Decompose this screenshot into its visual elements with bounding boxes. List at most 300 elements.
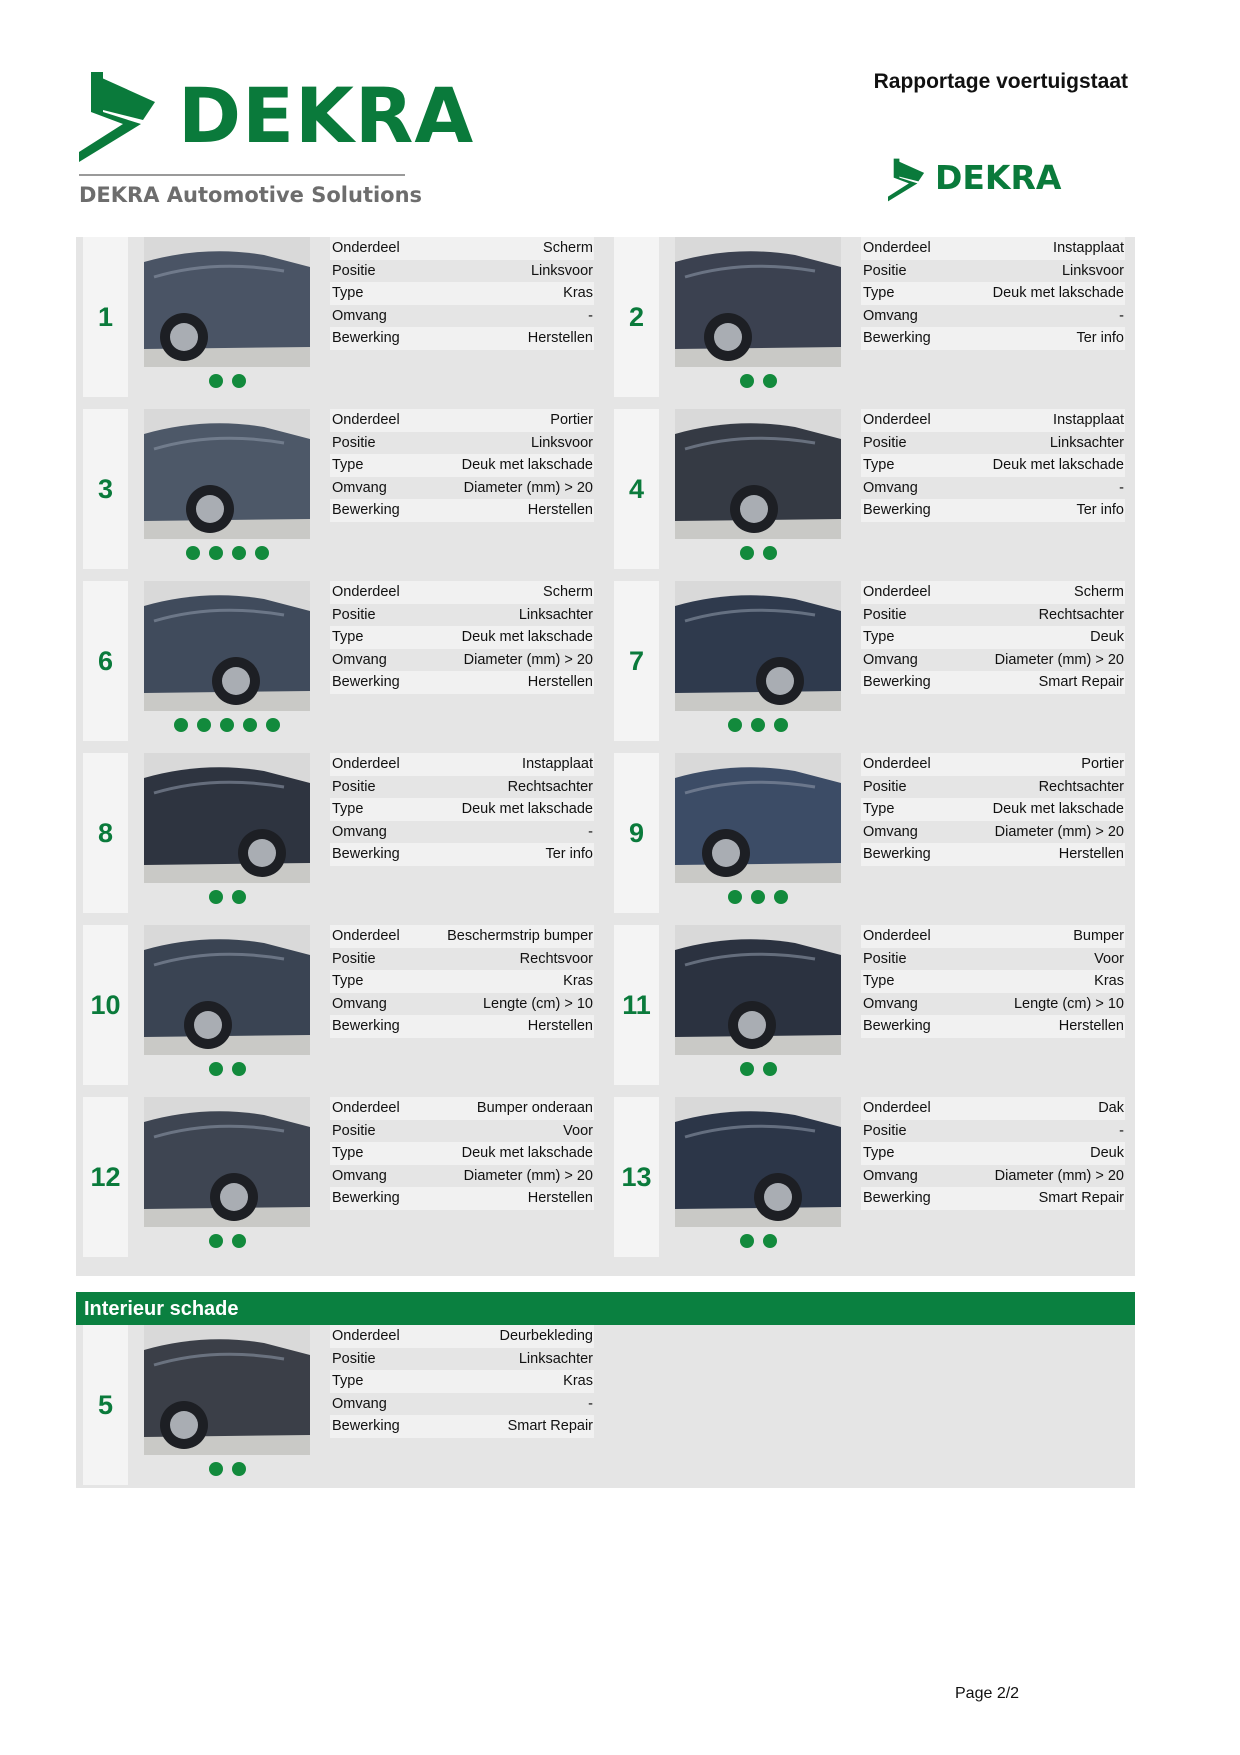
damage-details [330, 409, 594, 522]
detail-row-type [330, 1370, 594, 1393]
detail-row-omvang [330, 993, 594, 1016]
photo-pager-dot[interactable] [763, 374, 777, 388]
damage-card [76, 1097, 604, 1257]
detail-label: Type [332, 285, 364, 301]
detail-row-positie [861, 948, 1125, 971]
detail-value: Diameter (mm) > 20 [994, 823, 1124, 840]
detail-row-onderdeel [330, 1325, 594, 1348]
detail-label: Onderdeel [332, 240, 400, 256]
detail-row-bewerking [861, 671, 1125, 694]
photo-pager-dot[interactable] [763, 546, 777, 560]
detail-value: Rechtsachter [507, 778, 593, 795]
detail-row-type [330, 454, 594, 477]
detail-value: Deuk [1090, 629, 1124, 645]
detail-label: Positie [332, 1350, 376, 1367]
damage-card [607, 237, 1135, 397]
photo-pager-dot[interactable] [774, 718, 788, 732]
detail-row-type [861, 282, 1125, 305]
damage-card [607, 753, 1135, 913]
detail-label: Type [863, 629, 895, 645]
detail-value: Rechtsachter [1038, 606, 1124, 623]
detail-row-onderdeel [861, 581, 1125, 604]
detail-value: Voor [1094, 950, 1124, 967]
detail-value: Deurbekleding [499, 1328, 593, 1344]
detail-value: Bumper [1073, 928, 1124, 944]
photo-pager-dot[interactable] [740, 374, 754, 388]
detail-value: Diameter (mm) > 20 [463, 479, 593, 496]
detail-row-positie [861, 260, 1125, 283]
detail-row-onderdeel [330, 753, 594, 776]
detail-value: Diameter (mm) > 20 [994, 651, 1124, 668]
detail-row-onderdeel [861, 237, 1125, 260]
damage-number: 12 [83, 1097, 128, 1257]
detail-row-omvang [861, 477, 1125, 500]
detail-label: Type [863, 973, 895, 989]
detail-value: Deuk met lakschade [992, 801, 1124, 817]
damage-details [330, 1325, 594, 1438]
detail-value: Diameter (mm) > 20 [463, 1167, 593, 1184]
dekra-small-arrow-icon [888, 158, 926, 202]
detail-row-omvang [330, 1393, 594, 1416]
photo-pager-dot[interactable] [209, 1462, 223, 1476]
detail-row-bewerking [861, 327, 1125, 350]
damage-details [861, 753, 1125, 866]
damage-number: 10 [83, 925, 128, 1085]
detail-label: Omvang [863, 1167, 918, 1184]
photo-pager-dot[interactable] [197, 718, 211, 732]
small-logo-wordmark: DEKRA [935, 158, 1062, 197]
detail-value: Smart Repair [1038, 674, 1124, 690]
photo-pager [136, 1234, 318, 1250]
photo-pager-dot[interactable] [751, 718, 765, 732]
damage-card [607, 581, 1135, 741]
damage-number: 9 [614, 753, 659, 913]
detail-label: Omvang [332, 995, 387, 1012]
detail-label: Type [863, 1145, 895, 1161]
page-number: Page 2/2 [955, 1685, 1020, 1702]
detail-label: Onderdeel [863, 412, 931, 428]
detail-row-onderdeel [861, 925, 1125, 948]
detail-label: Positie [863, 1122, 907, 1139]
detail-value: Ter info [1076, 502, 1124, 518]
photo-pager [667, 1234, 849, 1250]
detail-row-type [861, 970, 1125, 993]
detail-label: Positie [332, 778, 376, 795]
detail-row-type [861, 626, 1125, 649]
detail-value: Linksvoor [530, 262, 593, 279]
detail-row-positie [330, 776, 594, 799]
photo-pager [667, 1062, 849, 1078]
photo-pager-dot[interactable] [232, 1462, 246, 1476]
detail-label: Onderdeel [332, 1100, 400, 1116]
damage-card [76, 925, 604, 1085]
logo-subtitle: DEKRA Automotive Solutions [79, 183, 423, 207]
detail-label: Omvang [863, 995, 918, 1012]
photo-pager-dot[interactable] [740, 1062, 754, 1076]
dekra-small-logo [888, 158, 1062, 202]
detail-value: Linksvoor [1061, 262, 1124, 279]
detail-value: Rechtsvoor [519, 950, 593, 967]
detail-value: Instapplaat [522, 756, 593, 772]
damage-details [330, 925, 594, 1038]
dekra-arrow-icon [79, 72, 159, 162]
photo-pager-dot[interactable] [255, 546, 269, 560]
photo-pager-dot[interactable] [174, 718, 188, 732]
detail-value: Smart Repair [1038, 1190, 1124, 1206]
photo-pager [136, 718, 318, 734]
detail-row-omvang [330, 477, 594, 500]
detail-row-type [330, 282, 594, 305]
damage-number: 1 [83, 237, 128, 397]
damage-details [861, 581, 1125, 694]
damage-card [607, 1097, 1135, 1257]
detail-label: Omvang [863, 479, 918, 496]
damage-photo[interactable] [144, 1097, 310, 1227]
detail-label: Omvang [332, 479, 387, 496]
damage-photo[interactable] [144, 581, 310, 711]
detail-row-onderdeel [330, 1097, 594, 1120]
detail-row-type [861, 454, 1125, 477]
detail-row-onderdeel [861, 753, 1125, 776]
damage-details [330, 1097, 594, 1210]
photo-pager-dot[interactable] [728, 718, 742, 732]
photo-pager-dot[interactable] [232, 890, 246, 904]
detail-value: Deuk met lakschade [461, 457, 593, 473]
damage-details [330, 581, 594, 694]
detail-value: Lengte (cm) > 10 [1013, 995, 1124, 1012]
detail-label: Bewerking [863, 502, 931, 518]
detail-row-bewerking [330, 327, 594, 350]
detail-label: Type [863, 285, 895, 301]
detail-label: Onderdeel [332, 1328, 400, 1344]
damage-photo[interactable] [675, 581, 841, 711]
dekra-logo [79, 71, 475, 207]
detail-label: Bewerking [332, 1418, 400, 1434]
photo-pager-dot[interactable] [232, 546, 246, 560]
detail-row-omvang [861, 821, 1125, 844]
detail-label: Positie [332, 434, 376, 451]
detail-label: Bewerking [863, 1190, 931, 1206]
damage-card [607, 925, 1135, 1085]
detail-label: Omvang [863, 651, 918, 668]
detail-row-positie [330, 948, 594, 971]
damage-photo[interactable] [675, 237, 841, 367]
detail-label: Type [332, 1373, 364, 1389]
detail-row-bewerking [330, 843, 594, 866]
damage-photo[interactable] [675, 1097, 841, 1227]
detail-label: Omvang [332, 823, 387, 840]
detail-label: Onderdeel [863, 584, 931, 600]
detail-value: Deuk [1090, 1145, 1124, 1161]
photo-pager [667, 890, 849, 906]
detail-label: Positie [332, 262, 376, 279]
detail-row-bewerking [861, 843, 1125, 866]
photo-pager-dot[interactable] [186, 546, 200, 560]
damage-card [76, 409, 604, 569]
detail-label: Type [863, 801, 895, 817]
detail-value: Herstellen [1058, 1018, 1124, 1034]
damage-photo[interactable] [144, 237, 310, 367]
damage-photo[interactable] [675, 925, 841, 1055]
interior-section-title: Interieur schade [76, 1292, 1135, 1325]
detail-row-omvang [861, 1165, 1125, 1188]
damage-number: 2 [614, 237, 659, 397]
damage-details [861, 409, 1125, 522]
photo-pager-dot[interactable] [774, 890, 788, 904]
detail-label: Omvang [863, 307, 918, 324]
damage-number: 4 [614, 409, 659, 569]
damage-details [861, 237, 1125, 350]
detail-row-omvang [330, 1165, 594, 1188]
detail-label: Onderdeel [863, 756, 931, 772]
detail-value: Herstellen [527, 1018, 593, 1034]
detail-row-type [330, 970, 594, 993]
detail-row-positie [330, 604, 594, 627]
exterior-damage-panel [76, 237, 1135, 1276]
photo-pager-dot[interactable] [209, 374, 223, 388]
detail-value: Herstellen [527, 330, 593, 346]
detail-row-positie [861, 604, 1125, 627]
detail-row-bewerking [861, 499, 1125, 522]
detail-value: Linksvoor [530, 434, 593, 451]
detail-label: Positie [332, 950, 376, 967]
detail-value: Diameter (mm) > 20 [994, 1167, 1124, 1184]
damage-photo[interactable] [144, 925, 310, 1055]
detail-value: Deuk met lakschade [992, 457, 1124, 473]
detail-value: Scherm [543, 240, 593, 256]
detail-row-positie [861, 776, 1125, 799]
detail-label: Omvang [332, 1395, 387, 1412]
detail-label: Type [332, 801, 364, 817]
detail-value: Herstellen [1058, 846, 1124, 862]
detail-label: Omvang [332, 307, 387, 324]
detail-row-onderdeel [330, 237, 594, 260]
detail-row-type [861, 798, 1125, 821]
detail-value: - [588, 823, 593, 840]
photo-pager-dot[interactable] [728, 890, 742, 904]
detail-label: Type [332, 629, 364, 645]
detail-value: - [1119, 479, 1124, 496]
detail-row-bewerking [330, 499, 594, 522]
damage-photo[interactable] [144, 753, 310, 883]
detail-row-positie [330, 260, 594, 283]
detail-value: Linksachter [518, 606, 593, 623]
detail-label: Bewerking [863, 1018, 931, 1034]
damage-number: 5 [83, 1325, 128, 1485]
detail-value: Herstellen [527, 1190, 593, 1206]
detail-row-positie [330, 1120, 594, 1143]
detail-value: - [1119, 307, 1124, 324]
detail-value: Ter info [1076, 330, 1124, 346]
detail-label: Type [863, 457, 895, 473]
photo-pager-dot[interactable] [209, 1234, 223, 1248]
detail-row-type [330, 1142, 594, 1165]
photo-pager-dot[interactable] [243, 718, 257, 732]
detail-value: Instapplaat [1053, 240, 1124, 256]
detail-value: Kras [563, 1373, 593, 1389]
damage-card [76, 753, 604, 913]
detail-value: Dak [1098, 1100, 1124, 1116]
photo-pager-dot[interactable] [220, 718, 234, 732]
detail-row-type [330, 798, 594, 821]
detail-row-omvang [861, 649, 1125, 672]
photo-pager [667, 718, 849, 734]
photo-pager [136, 546, 318, 562]
detail-label: Onderdeel [863, 1100, 931, 1116]
photo-pager-dot[interactable] [763, 1062, 777, 1076]
photo-pager-dot[interactable] [751, 890, 765, 904]
detail-value: Diameter (mm) > 20 [463, 651, 593, 668]
logo-wordmark: DEKRA [178, 71, 475, 160]
detail-row-onderdeel [330, 409, 594, 432]
detail-value: Bumper onderaan [476, 1100, 593, 1116]
detail-row-onderdeel [861, 409, 1125, 432]
damage-number: 7 [614, 581, 659, 741]
detail-value: Lengte (cm) > 10 [482, 995, 593, 1012]
detail-value: Herstellen [527, 502, 593, 518]
detail-row-positie [861, 1120, 1125, 1143]
detail-row-onderdeel [330, 925, 594, 948]
detail-row-bewerking [861, 1015, 1125, 1038]
detail-label: Bewerking [332, 1018, 400, 1034]
detail-label: Bewerking [332, 330, 400, 346]
detail-label: Positie [863, 262, 907, 279]
detail-label: Positie [863, 778, 907, 795]
detail-value: Scherm [1074, 584, 1124, 600]
detail-label: Bewerking [863, 330, 931, 346]
detail-label: Bewerking [332, 674, 400, 690]
damage-card [76, 1325, 604, 1485]
detail-value: Smart Repair [507, 1418, 593, 1434]
damage-card [607, 409, 1135, 569]
detail-label: Omvang [332, 1167, 387, 1184]
detail-value: Linksachter [1049, 434, 1124, 451]
detail-value: Instapplaat [1053, 412, 1124, 428]
detail-value: Deuk met lakschade [461, 1145, 593, 1161]
logo-divider [79, 174, 405, 176]
detail-value: Ter info [545, 846, 593, 862]
detail-row-omvang [861, 993, 1125, 1016]
detail-row-bewerking [330, 1015, 594, 1038]
photo-pager-dot[interactable] [209, 890, 223, 904]
detail-label: Omvang [332, 651, 387, 668]
detail-label: Positie [863, 950, 907, 967]
damage-details [861, 1097, 1125, 1210]
detail-label: Onderdeel [332, 584, 400, 600]
detail-value: Scherm [543, 584, 593, 600]
detail-row-omvang [330, 821, 594, 844]
photo-pager-dot[interactable] [232, 1062, 246, 1076]
detail-row-omvang [330, 305, 594, 328]
detail-row-positie [330, 432, 594, 455]
detail-row-omvang [330, 649, 594, 672]
photo-pager [136, 374, 318, 390]
detail-value: Deuk met lakschade [461, 629, 593, 645]
detail-label: Type [332, 1145, 364, 1161]
photo-pager-dot[interactable] [209, 546, 223, 560]
detail-label: Onderdeel [332, 928, 400, 944]
photo-pager-dot[interactable] [266, 718, 280, 732]
detail-value: Kras [563, 973, 593, 989]
detail-label: Type [332, 973, 364, 989]
damage-card [76, 581, 604, 741]
detail-value: Deuk met lakschade [461, 801, 593, 817]
detail-label: Bewerking [332, 1190, 400, 1206]
detail-row-onderdeel [861, 1097, 1125, 1120]
detail-label: Type [332, 457, 364, 473]
photo-pager-dot[interactable] [740, 546, 754, 560]
damage-details [330, 237, 594, 350]
detail-row-type [330, 626, 594, 649]
photo-pager-dot[interactable] [740, 1234, 754, 1248]
damage-photo[interactable] [675, 753, 841, 883]
photo-pager [136, 1062, 318, 1078]
detail-row-bewerking [330, 671, 594, 694]
photo-pager [136, 1462, 318, 1478]
damage-details [330, 753, 594, 866]
detail-row-positie [330, 1348, 594, 1371]
detail-row-bewerking [330, 1187, 594, 1210]
detail-row-omvang [861, 305, 1125, 328]
detail-label: Bewerking [863, 674, 931, 690]
detail-label: Onderdeel [332, 412, 400, 428]
detail-value: - [588, 307, 593, 324]
damage-photo[interactable] [675, 409, 841, 539]
damage-number: 6 [83, 581, 128, 741]
photo-pager-dot[interactable] [232, 374, 246, 388]
detail-label: Onderdeel [863, 928, 931, 944]
detail-row-positie [861, 432, 1125, 455]
detail-value: Kras [1094, 973, 1124, 989]
photo-pager [136, 890, 318, 906]
detail-value: Herstellen [527, 674, 593, 690]
detail-value: Rechtsachter [1038, 778, 1124, 795]
detail-label: Bewerking [332, 502, 400, 518]
detail-label: Positie [332, 606, 376, 623]
photo-pager-dot[interactable] [763, 1234, 777, 1248]
detail-value: Voor [563, 1122, 593, 1139]
photo-pager-dot[interactable] [209, 1062, 223, 1076]
detail-value: - [588, 1395, 593, 1412]
photo-pager [667, 374, 849, 390]
damage-number: 11 [614, 925, 659, 1085]
detail-label: Bewerking [332, 846, 400, 862]
damage-photo[interactable] [144, 409, 310, 539]
detail-label: Bewerking [863, 846, 931, 862]
damage-photo[interactable] [144, 1325, 310, 1455]
damage-number: 13 [614, 1097, 659, 1257]
detail-value: Kras [563, 285, 593, 301]
report-title: Rapportage voertuigstaat [873, 70, 1128, 93]
interior-damage-panel [76, 1325, 1135, 1488]
detail-row-bewerking [330, 1415, 594, 1438]
detail-label: Onderdeel [332, 756, 400, 772]
detail-label: Positie [332, 1122, 376, 1139]
detail-value: Deuk met lakschade [992, 285, 1124, 301]
detail-row-onderdeel [330, 581, 594, 604]
detail-label: Positie [863, 434, 907, 451]
damage-card [76, 237, 604, 397]
detail-value: Portier [1081, 756, 1124, 772]
photo-pager-dot[interactable] [232, 1234, 246, 1248]
detail-label: Omvang [863, 823, 918, 840]
damage-details [861, 925, 1125, 1038]
detail-value: Linksachter [518, 1350, 593, 1367]
damage-number: 3 [83, 409, 128, 569]
detail-row-bewerking [861, 1187, 1125, 1210]
detail-value: Portier [550, 412, 593, 428]
damage-number: 8 [83, 753, 128, 913]
